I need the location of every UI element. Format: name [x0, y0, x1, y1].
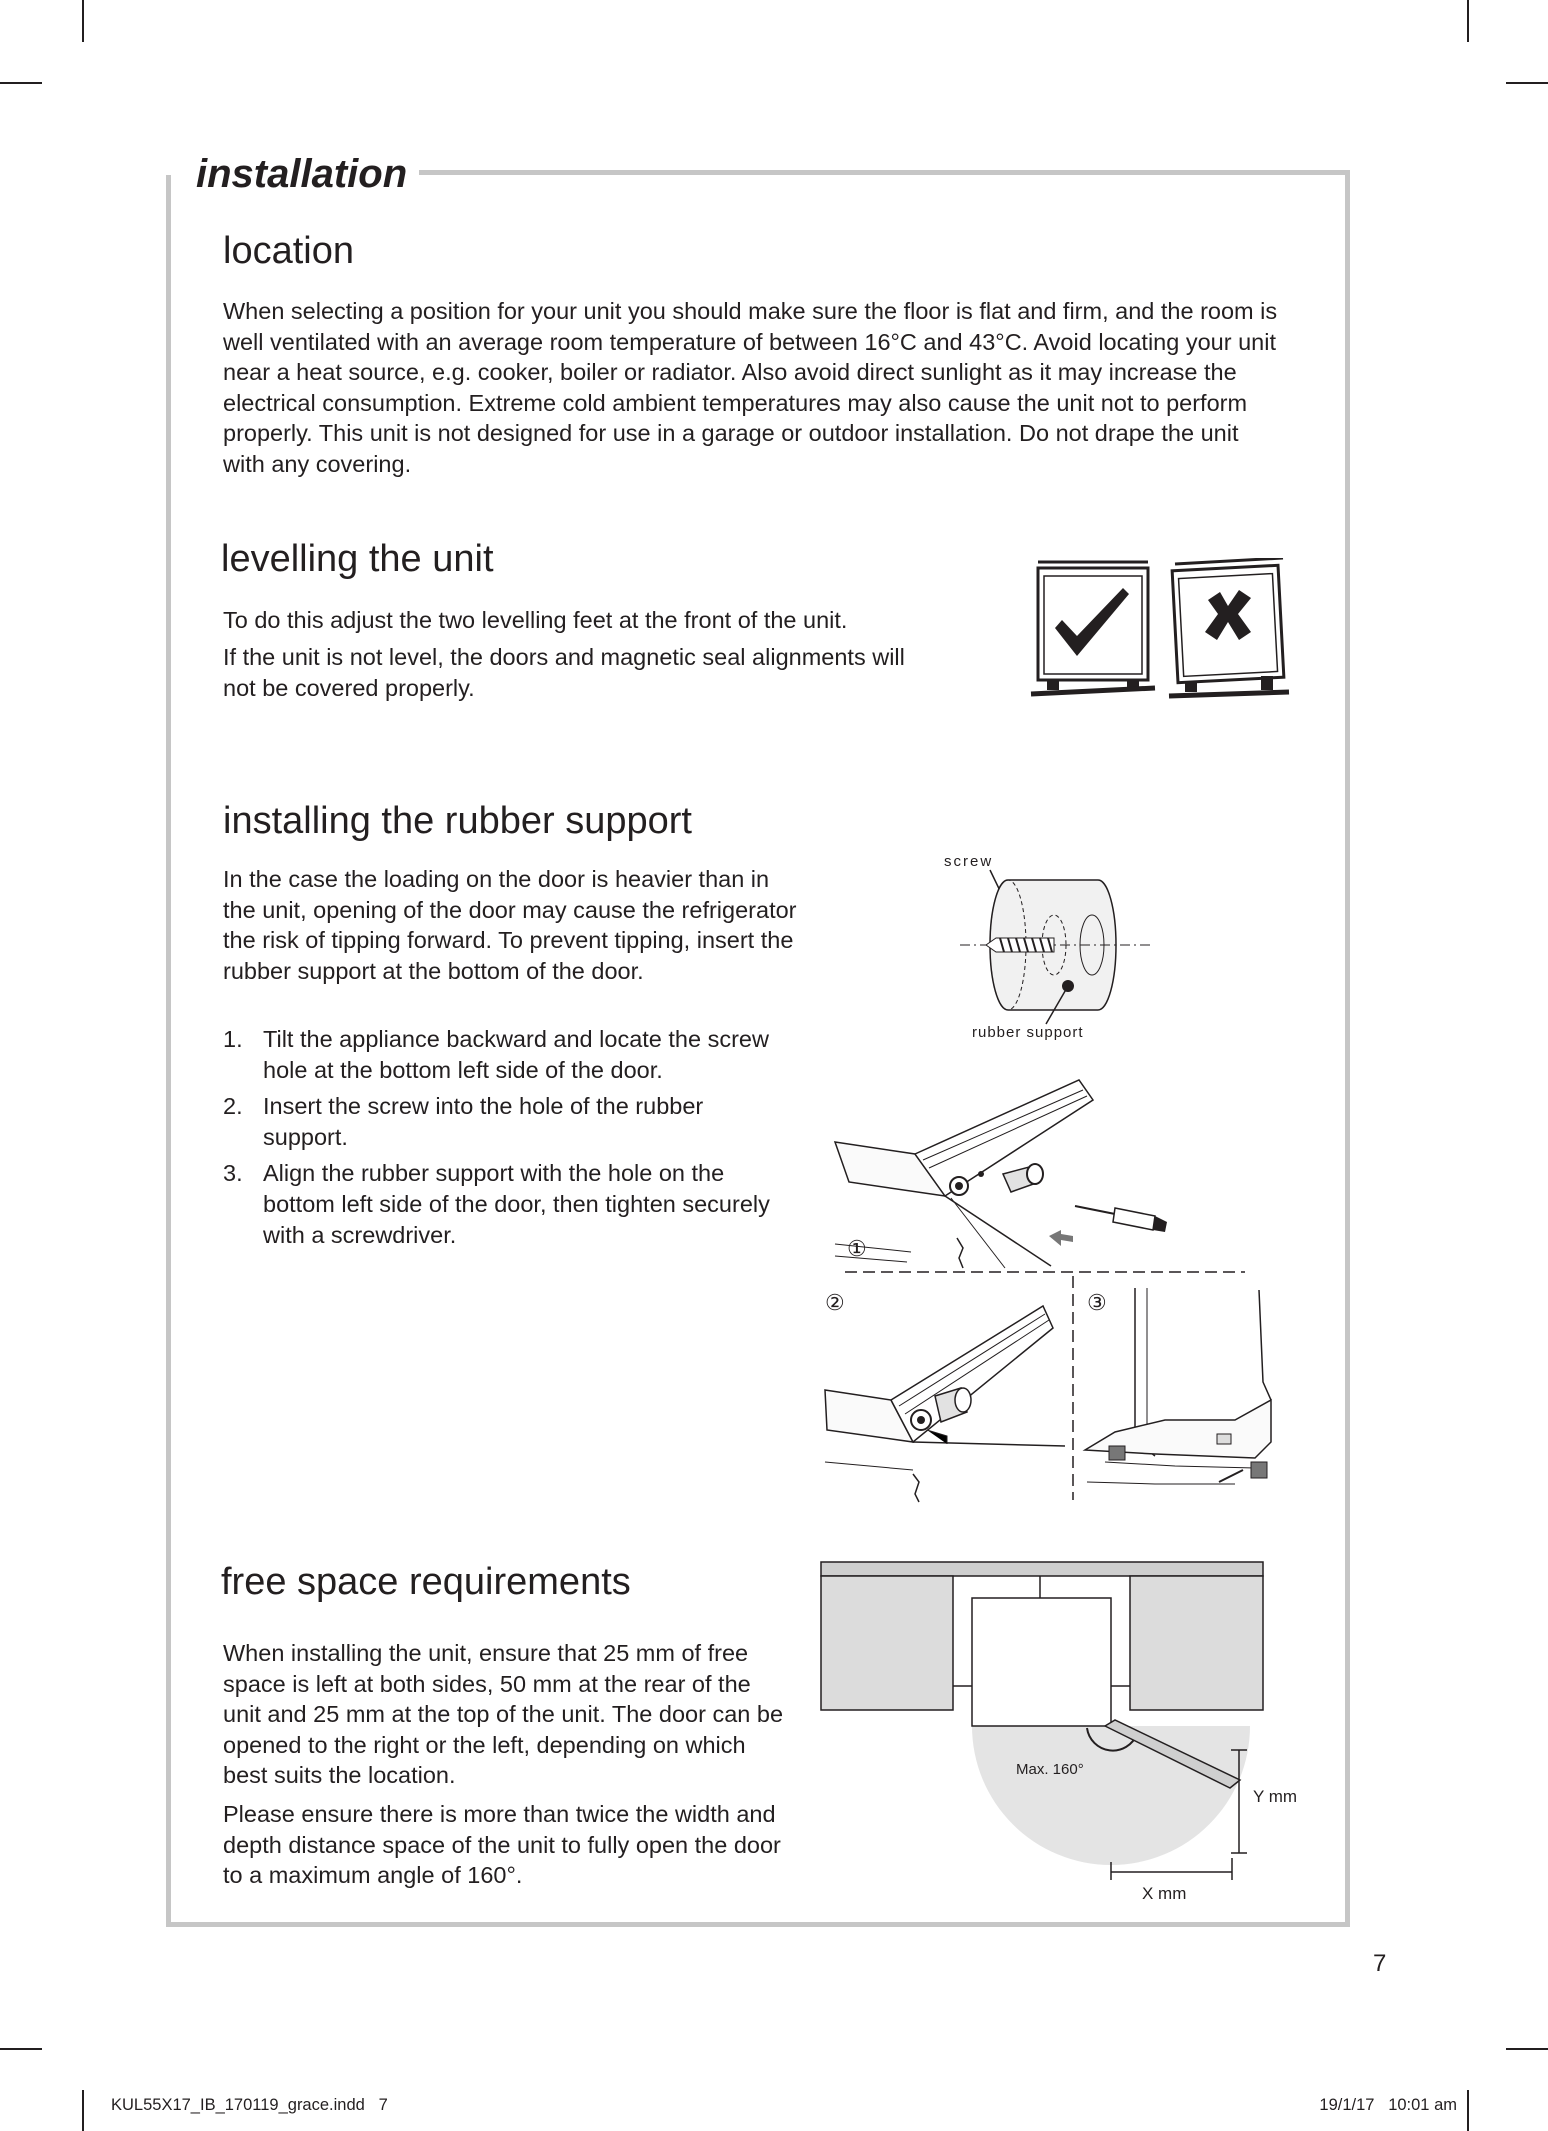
rubber-support-heading: installing the rubber support: [223, 800, 692, 842]
crop-mark: [0, 2048, 42, 2050]
step-2-illustration: [825, 1290, 1065, 1502]
free-space-heading: free space requirements: [221, 1561, 631, 1603]
location-body: When selecting a position for your unit you should make sure the floor is flat and firm, and the room is well ventilated with an average room temperature of between 16°C and 43°C. Avoid locating your unit near a heat source, e.g. cooker, boiler or radiator. Also avoid direct sunlight as it may increase the electrical consumption. Extreme cold ambient temperatures may also cause the unit not to perform properly. This unit is not designed for use in a garage or outdoor installation. Do not drape the unit with any covering.: [223, 298, 1278, 477]
levelling-paragraph-1: To do this adjust the two levelling feet at the front of the unit.: [223, 607, 848, 633]
free-space-diagram: [815, 1556, 1315, 1910]
levelling-illustration: [1025, 558, 1295, 704]
crop-mark: [1506, 82, 1548, 84]
level-wrong-icon: [1169, 558, 1289, 696]
crop-mark: [1506, 2048, 1548, 2050]
page-number: 7: [1373, 1950, 1387, 1977]
step-3-illustration: [1085, 1288, 1271, 1484]
step-3-marker: ③: [1087, 1290, 1107, 1315]
footer-timestamp: 19/1/17 10:01 am: [1319, 2096, 1457, 2114]
step-text: Align the rubber support with the hole on the bottom left side of the door, then tighten securely with a screwdriver.: [263, 1160, 770, 1248]
step-number: 3.: [223, 1160, 243, 1187]
x-dimension-label: X mm: [1142, 1884, 1187, 1903]
rubber-support-diagram: [920, 840, 1160, 1050]
step-text: Insert the screw into the hole of the rubber support.: [263, 1093, 704, 1150]
location-heading: location: [223, 230, 354, 272]
max-angle-label: Max. 160°: [1016, 1761, 1084, 1778]
crop-mark: [0, 82, 42, 84]
assembly-steps-diagram: [815, 1070, 1295, 1510]
step-1-illustration: [835, 1080, 1167, 1268]
list-item: [223, 1158, 793, 1250]
section-title: installation: [188, 146, 419, 202]
list-item: [223, 1024, 793, 1085]
rubber-support-steps: [223, 1024, 793, 1256]
step-number: 2.: [223, 1093, 243, 1120]
step-2-marker: ②: [825, 1290, 845, 1315]
crop-mark: [1467, 2090, 1469, 2131]
left-cabinet: [821, 1576, 953, 1710]
level-ok-icon: [1031, 562, 1155, 694]
step-1-marker: ①: [847, 1236, 867, 1261]
list-item: [223, 1091, 793, 1152]
levelling-paragraph-2: If the unit is not level, the doors and magnetic seal alignments will not be covered properly.: [223, 644, 905, 701]
rubber-support-label: rubber support: [972, 1024, 1084, 1041]
right-cabinet: [1130, 1576, 1263, 1710]
crop-mark: [82, 0, 84, 42]
rubber-support-intro: In the case the loading on the door is heavier than in the unit, opening of the door may cause the refrigerator the risk of tipping forward. To prevent tipping, insert the rubber support at the bottom of the door.: [223, 866, 797, 984]
y-dimension-label: Y mm: [1253, 1787, 1298, 1806]
footer-file-name: KUL55X17_IB_170119_grace.indd 7: [111, 2096, 388, 2114]
step-text: Tilt the appliance backward and locate the screw hole at the bottom left side of the door.: [263, 1026, 769, 1083]
free-space-paragraph-1: When installing the unit, ensure that 25 mm of free space is left at both sides, 50 mm at the rear of the unit and 25 mm at the top of the unit. The door can be opened to the right or the left, depending on which best suits the location.: [223, 1640, 784, 1789]
unit-outline: [972, 1598, 1111, 1726]
screw-label: screw: [944, 853, 994, 870]
crop-mark: [82, 2090, 84, 2131]
crop-mark: [1467, 0, 1469, 42]
levelling-heading: levelling the unit: [221, 538, 494, 580]
free-space-paragraph-2: Please ensure there is more than twice the width and depth distance space of the unit to fully open the door to a maximum angle of 160°.: [223, 1801, 781, 1889]
step-number: 1.: [223, 1026, 243, 1052]
